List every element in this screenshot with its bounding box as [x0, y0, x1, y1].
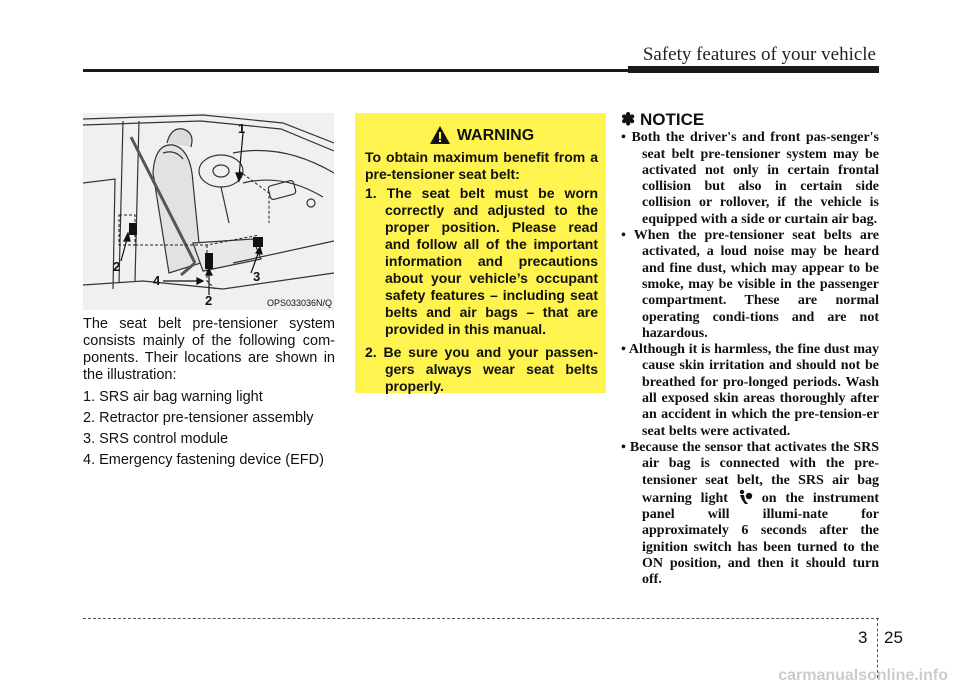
- footer-rule: [83, 618, 879, 619]
- figure-code: OPS033036N/Q: [266, 298, 332, 308]
- notice-symbol: ✽: [621, 110, 636, 129]
- list-item: • Although it is harmless, the fine dust may cause skin irritation and should not be breathed for pro-longed periods. Wash all exposed skin areas thoroughly after an accident in which the pre-tension-er seat belts were activated.: [621, 342, 879, 439]
- list-item: • Both the driver's and front pas-senger's seat belt pre-tensioner system may be activated not only in certain frontal collision but also in certain side collision or rollover, if the vehicle is equipped with a side or curtain air bag.: [621, 130, 880, 227]
- callout-4: 4: [153, 273, 161, 288]
- list-item: 4. Emergency fastening device (EFD): [83, 452, 324, 468]
- srs-control-module: [253, 237, 263, 247]
- callout-1: 1: [238, 121, 246, 136]
- list-item: 2. Be sure you and your passen-gers always wear seat belts properly.: [365, 344, 598, 394]
- list-item: • When the pre-tensioner seat belts are activated, a loud noise may be heard and fine dust, which may appear to be smoke, may be visible in the passenger compartment. These are normal operating condi-tions and are not hazardous.: [621, 228, 880, 341]
- notice-heading: [621, 112, 879, 128]
- callout-2-bottom: 2: [205, 293, 213, 308]
- list-item: 2. Retractor pre-tensioner assembly: [83, 410, 314, 426]
- retractor-component-right: [205, 253, 213, 269]
- list-item: 3. SRS control module: [83, 431, 229, 447]
- airbag-warning-icon: [737, 489, 753, 505]
- header-rule-accent: [628, 66, 879, 73]
- chapter-number: 3: [858, 628, 868, 647]
- list-item: 1. The seat belt must be worn correctly and adjusted to the proper position. Please read and follow all of the important information and precautions about your vehicle’s occupant safety features – including seat belts and air bags – that are provided in this manual.: [365, 185, 598, 337]
- pretensioner-illustration: [83, 113, 334, 310]
- warning-triangle-icon: [429, 125, 451, 145]
- warning-intro: To obtain maximum benefit from a pre-tensioner seat belt:: [365, 149, 598, 182]
- page-number: 25: [884, 628, 903, 647]
- callout-2-left: 2: [113, 259, 121, 274]
- list-item: 1. SRS air bag warning light: [83, 389, 263, 405]
- left-column-text: [83, 316, 335, 473]
- car-interior-drawing: [83, 113, 334, 310]
- running-header: Safety features of your vehicle: [642, 44, 876, 65]
- warning-box: [355, 113, 606, 393]
- warning-title: WARNING: [456, 126, 535, 144]
- warning-heading: [365, 125, 598, 145]
- notice-list: [621, 130, 879, 588]
- callout-3: 3: [253, 269, 261, 284]
- watermark: carmanualsonline.info: [778, 667, 948, 684]
- list-item: • Because the sensor that activates the SRS air bag is connected with the pre-tensioner seat belt, the SRS air bag warning light on the instrument panel will illumi-nate for approximately 6 seconds after the ignition switch has been turned to the ON position, and then it should turn off.: [621, 439, 880, 588]
- retractor-component: [129, 223, 137, 235]
- warning-list: [365, 185, 598, 395]
- component-list: [83, 389, 335, 469]
- intro-paragraph: The seat belt pre-tensioner system consists mainly of the following com-ponents. Their locations are shown in the illustration:: [83, 316, 335, 383]
- notice-title: NOTICE: [639, 110, 705, 129]
- notice-section: [621, 112, 879, 589]
